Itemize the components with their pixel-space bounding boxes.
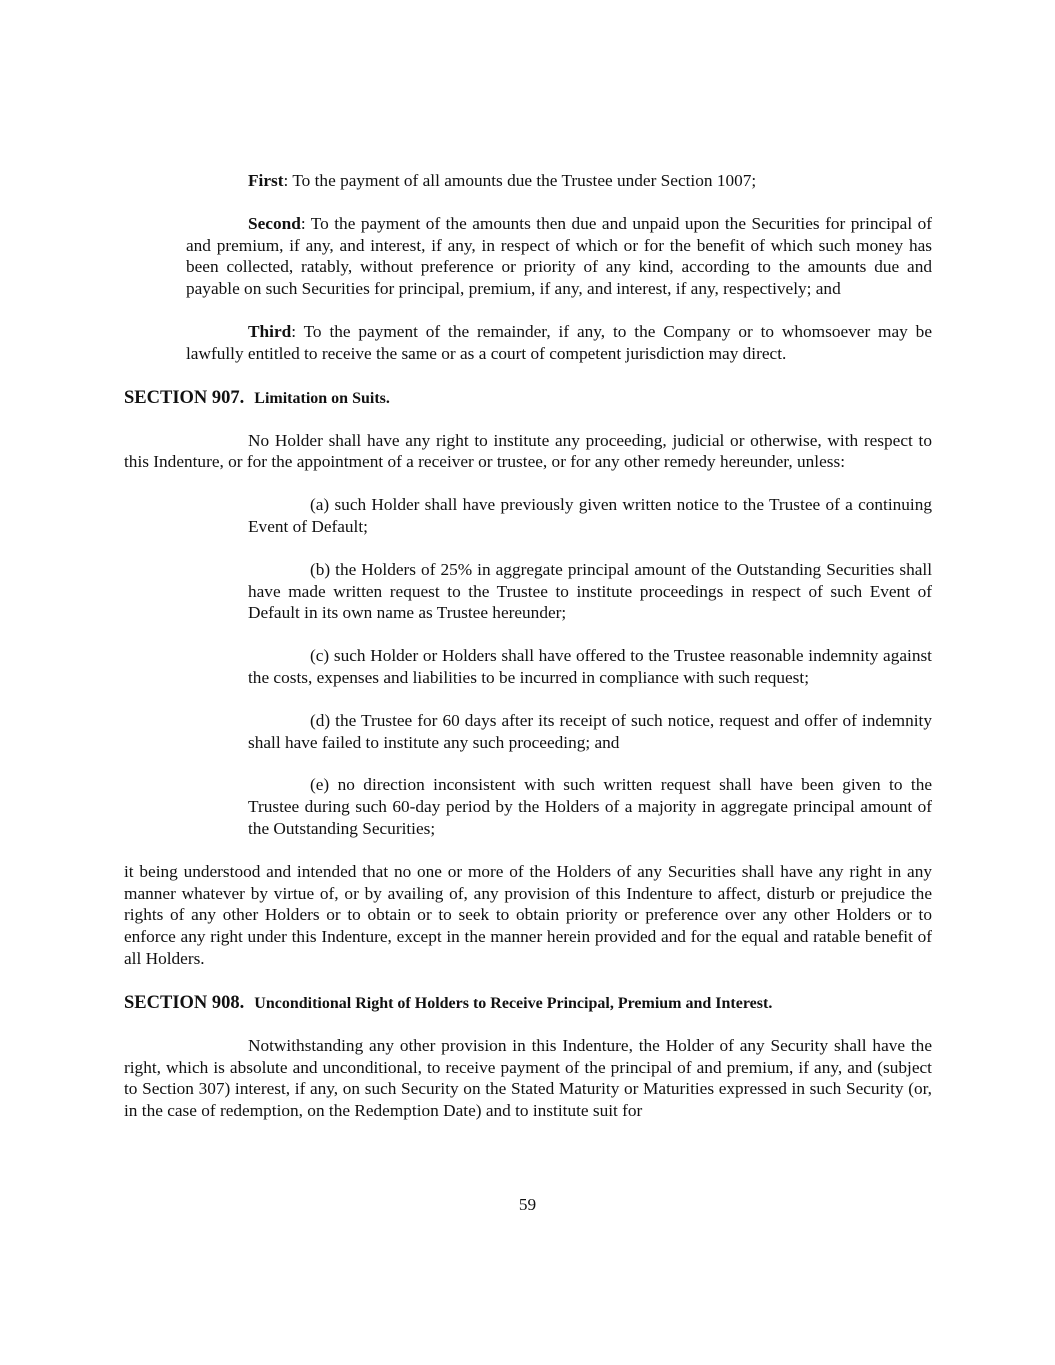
clause-third [186, 321, 932, 365]
section-908-heading [124, 991, 932, 1015]
section-907-item-b: (b) the Holders of 25% in aggregate principal amount of the Outstanding Securities shall have made written request to the Trustee to institute proceedings in respect of such Event of Default in its own name as Trustee hereunder; [248, 559, 932, 623]
section-907-title: Limitation on Suits. [254, 389, 390, 407]
section-907-intro: No Holder shall have any right to institute any proceeding, judicial or otherwise, with respect to this Indenture, or for the appointment of a receiver or trustee, or for any other remedy hereunder, unless: [124, 430, 932, 472]
section-907-item-e: (e) no direction inconsistent with such written request shall have been given to the Trustee during such 60-day period by the Holders of a majority in aggregate principal amount of the Outstanding Securities; [248, 775, 932, 838]
section-907-item-a: (a) such Holder shall have previously given written notice to the Trustee of a continuing Event of Default; [248, 495, 932, 536]
clause-third-text: : To the payment of the remainder, if any, to the Company or to whomsoever may be lawfully entitled to receive the same or as a court of competent jurisdiction may direct. [186, 321, 932, 363]
section-907-number: SECTION 907. [124, 387, 245, 408]
document-page [124, 170, 932, 1122]
clause-second [186, 213, 932, 300]
section-907-heading [124, 386, 932, 410]
clause-third-label: Third [248, 321, 292, 341]
section-907-item-c: (c) such Holder or Holders shall have offered to the Trustee reasonable indemnity against the costs, expenses and liabilities to be incurred in compliance with such request; [248, 646, 932, 687]
section-907-item-d: (d) the Trustee for 60 days after its receipt of such notice, request and offer of indemnity shall have failed to institute any such proceeding; and [248, 710, 932, 752]
clause-second-text: : To the payment of the amounts then due and unpaid upon the Securities for principal of and premium, if any, and interest, if any, in respect of which or for the benefit of which such money has been collected, ratably, without preference or priority of any kind, according to the amounts due and payable on such Securities for principal, premium, if any, and interest, if any, respectively; and [186, 213, 932, 299]
section-907-closing: it being understood and intended that no one or more of the Holders of any Securities shall have any right in any manner whatever by virtue of, or by availing of, any provision of this Indenture to affect, disturb or prejudice the rights of any other Holders or to obtain or to seek to obtain priority or preference over any other Holders or to enforce any right under this Indenture, except in the manner herein provided and for the equal and ratable benefit of all Holders. [124, 861, 932, 968]
section-908-number: SECTION 908. [124, 992, 245, 1013]
page-number: 59 [518, 1195, 537, 1214]
section-908-title: Unconditional Right of Holders to Receive Principal, Premium and Interest. [254, 994, 773, 1012]
clause-first-label: First [248, 171, 284, 190]
clause-first [186, 170, 932, 192]
section-908-body: Notwithstanding any other provision in this Indenture, the Holder of any Security shall have the right, which is absolute and unconditional, to receive payment of the principal of and premium, if any, and (subject to Section 307) interest, if any, on such Security on the Stated Maturity or Maturities expressed in such Security (or, in the case of redemption, on the Redemption Date) and to institute suit for [124, 1035, 932, 1121]
clause-first-text: : To the payment of all amounts due the Trustee under Section 1007; [283, 171, 757, 190]
clause-second-label: Second [248, 213, 301, 233]
